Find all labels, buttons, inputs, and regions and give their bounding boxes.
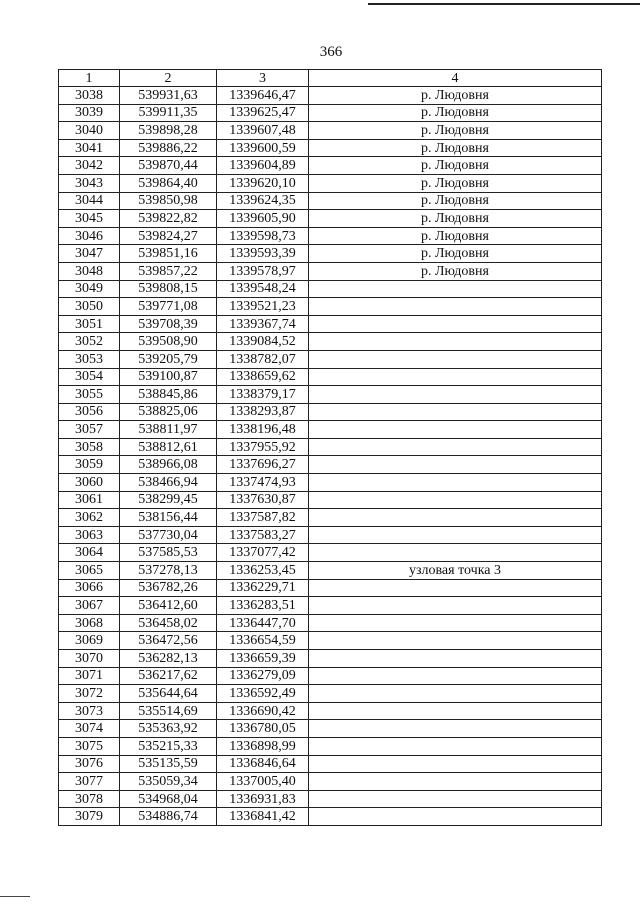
description-cell: [309, 474, 602, 492]
description-cell: [309, 368, 602, 386]
point-number-cell: 3066: [59, 579, 120, 597]
table-row: [59, 87, 602, 105]
point-number-cell: 3040: [59, 122, 120, 140]
point-number-cell: 3058: [59, 438, 120, 456]
x-coordinate-cell: 539824,27: [120, 227, 217, 245]
column-header: 4: [309, 70, 602, 87]
point-number-cell: 3041: [59, 139, 120, 157]
description-cell: [309, 333, 602, 351]
table-row: [59, 333, 602, 351]
table-row: [59, 474, 602, 492]
y-coordinate-cell: 1338293,87: [217, 403, 309, 421]
description-cell: [309, 808, 602, 826]
table-row: [59, 350, 602, 368]
y-coordinate-cell: 1336279,09: [217, 667, 309, 685]
y-coordinate-cell: 1336229,71: [217, 579, 309, 597]
table-row: [59, 122, 602, 140]
table-row: [59, 755, 602, 773]
x-coordinate-cell: 536282,13: [120, 650, 217, 668]
y-coordinate-cell: 1339084,52: [217, 333, 309, 351]
point-number-cell: 3056: [59, 403, 120, 421]
point-number-cell: 3065: [59, 562, 120, 580]
y-coordinate-cell: 1336690,42: [217, 702, 309, 720]
table-row: [59, 667, 602, 685]
description-cell: [309, 614, 602, 632]
description-cell: р. Людовня: [309, 227, 602, 245]
table-row: [59, 702, 602, 720]
description-cell: [309, 491, 602, 509]
x-coordinate-cell: 534886,74: [120, 808, 217, 826]
description-cell: р. Людовня: [309, 245, 602, 263]
y-coordinate-cell: 1337474,93: [217, 474, 309, 492]
description-cell: [309, 438, 602, 456]
table-row: [59, 298, 602, 316]
description-cell: [309, 773, 602, 791]
table-row: [59, 650, 602, 668]
description-cell: [309, 790, 602, 808]
x-coordinate-cell: 535135,59: [120, 755, 217, 773]
column-header: 3: [217, 70, 309, 87]
table-row: [59, 174, 602, 192]
bottom-rule: [0, 896, 30, 897]
x-coordinate-cell: 537278,13: [120, 562, 217, 580]
description-cell: [309, 456, 602, 474]
x-coordinate-cell: 539822,82: [120, 210, 217, 228]
table-row: [59, 456, 602, 474]
description-cell: узловая точка 3: [309, 562, 602, 580]
table-row: [59, 157, 602, 175]
table-body: [59, 87, 602, 826]
y-coordinate-cell: 1339620,10: [217, 174, 309, 192]
x-coordinate-cell: 534968,04: [120, 790, 217, 808]
point-number-cell: 3054: [59, 368, 120, 386]
table-row: [59, 509, 602, 527]
point-number-cell: 3074: [59, 720, 120, 738]
point-number-cell: 3050: [59, 298, 120, 316]
table-row: [59, 579, 602, 597]
x-coordinate-cell: 536217,62: [120, 667, 217, 685]
y-coordinate-cell: 1339548,24: [217, 280, 309, 298]
y-coordinate-cell: 1337583,27: [217, 526, 309, 544]
x-coordinate-cell: 539870,44: [120, 157, 217, 175]
x-coordinate-cell: 535215,33: [120, 737, 217, 755]
description-cell: р. Людовня: [309, 104, 602, 122]
table-row: [59, 280, 602, 298]
y-coordinate-cell: 1336780,05: [217, 720, 309, 738]
y-coordinate-cell: 1336654,59: [217, 632, 309, 650]
point-number-cell: 3044: [59, 192, 120, 210]
point-number-cell: 3048: [59, 262, 120, 280]
table-row: [59, 139, 602, 157]
x-coordinate-cell: 539864,40: [120, 174, 217, 192]
description-cell: [309, 579, 602, 597]
point-number-cell: 3051: [59, 315, 120, 333]
x-coordinate-cell: 539508,90: [120, 333, 217, 351]
description-cell: [309, 544, 602, 562]
description-cell: [309, 298, 602, 316]
table-row: [59, 491, 602, 509]
point-number-cell: 3055: [59, 386, 120, 404]
description-cell: [309, 702, 602, 720]
top-rule: [368, 3, 640, 5]
x-coordinate-cell: 538811,97: [120, 421, 217, 439]
x-coordinate-cell: 539808,15: [120, 280, 217, 298]
y-coordinate-cell: 1339646,47: [217, 87, 309, 105]
x-coordinate-cell: 536472,56: [120, 632, 217, 650]
x-coordinate-cell: 536782,26: [120, 579, 217, 597]
x-coordinate-cell: 538825,06: [120, 403, 217, 421]
description-cell: р. Людовня: [309, 87, 602, 105]
point-number-cell: 3043: [59, 174, 120, 192]
description-cell: [309, 737, 602, 755]
y-coordinate-cell: 1338659,62: [217, 368, 309, 386]
point-number-cell: 3061: [59, 491, 120, 509]
point-number-cell: 3038: [59, 87, 120, 105]
x-coordinate-cell: 539205,79: [120, 350, 217, 368]
y-coordinate-cell: 1336447,70: [217, 614, 309, 632]
table-header-row: [59, 70, 602, 87]
table-row: [59, 262, 602, 280]
description-cell: [309, 403, 602, 421]
y-coordinate-cell: 1336253,45: [217, 562, 309, 580]
table-row: [59, 227, 602, 245]
y-coordinate-cell: 1337696,27: [217, 456, 309, 474]
y-coordinate-cell: 1337630,87: [217, 491, 309, 509]
table-row: [59, 773, 602, 791]
table-row: [59, 720, 602, 738]
table-row: [59, 526, 602, 544]
description-cell: [309, 509, 602, 527]
x-coordinate-cell: 535644,64: [120, 685, 217, 703]
x-coordinate-cell: 535514,69: [120, 702, 217, 720]
point-number-cell: 3069: [59, 632, 120, 650]
description-cell: [309, 720, 602, 738]
y-coordinate-cell: 1339607,48: [217, 122, 309, 140]
description-cell: [309, 526, 602, 544]
point-number-cell: 3071: [59, 667, 120, 685]
y-coordinate-cell: 1339625,47: [217, 104, 309, 122]
y-coordinate-cell: 1339578,97: [217, 262, 309, 280]
y-coordinate-cell: 1336846,64: [217, 755, 309, 773]
x-coordinate-cell: 539100,87: [120, 368, 217, 386]
description-cell: [309, 386, 602, 404]
table-row: [59, 597, 602, 615]
x-coordinate-cell: 538156,44: [120, 509, 217, 527]
coordinates-table: [58, 69, 602, 826]
y-coordinate-cell: 1337955,92: [217, 438, 309, 456]
point-number-cell: 3047: [59, 245, 120, 263]
point-number-cell: 3046: [59, 227, 120, 245]
x-coordinate-cell: 539851,16: [120, 245, 217, 263]
table-row: [59, 632, 602, 650]
description-cell: р. Людовня: [309, 262, 602, 280]
description-cell: [309, 597, 602, 615]
y-coordinate-cell: 1338196,48: [217, 421, 309, 439]
x-coordinate-cell: 537585,53: [120, 544, 217, 562]
x-coordinate-cell: 538845,86: [120, 386, 217, 404]
description-cell: [309, 632, 602, 650]
table-row: [59, 544, 602, 562]
x-coordinate-cell: 539886,22: [120, 139, 217, 157]
y-coordinate-cell: 1339604,89: [217, 157, 309, 175]
column-header: 1: [59, 70, 120, 87]
table-row: [59, 614, 602, 632]
y-coordinate-cell: 1339605,90: [217, 210, 309, 228]
point-number-cell: 3068: [59, 614, 120, 632]
x-coordinate-cell: 537730,04: [120, 526, 217, 544]
y-coordinate-cell: 1339600,59: [217, 139, 309, 157]
point-number-cell: 3059: [59, 456, 120, 474]
x-coordinate-cell: 539771,08: [120, 298, 217, 316]
table-row: [59, 685, 602, 703]
x-coordinate-cell: 539850,98: [120, 192, 217, 210]
description-cell: р. Людовня: [309, 210, 602, 228]
y-coordinate-cell: 1338379,17: [217, 386, 309, 404]
point-number-cell: 3045: [59, 210, 120, 228]
y-coordinate-cell: 1339521,23: [217, 298, 309, 316]
y-coordinate-cell: 1339593,39: [217, 245, 309, 263]
point-number-cell: 3042: [59, 157, 120, 175]
x-coordinate-cell: 539931,63: [120, 87, 217, 105]
y-coordinate-cell: 1336659,39: [217, 650, 309, 668]
table-row: [59, 192, 602, 210]
y-coordinate-cell: 1338782,07: [217, 350, 309, 368]
y-coordinate-cell: 1336283,51: [217, 597, 309, 615]
description-cell: [309, 650, 602, 668]
description-cell: [309, 315, 602, 333]
table-row: [59, 808, 602, 826]
table-row: [59, 386, 602, 404]
table-row: [59, 403, 602, 421]
point-number-cell: 3078: [59, 790, 120, 808]
point-number-cell: 3053: [59, 350, 120, 368]
y-coordinate-cell: 1339367,74: [217, 315, 309, 333]
description-cell: р. Людовня: [309, 174, 602, 192]
point-number-cell: 3073: [59, 702, 120, 720]
x-coordinate-cell: 535059,34: [120, 773, 217, 791]
x-coordinate-cell: 535363,92: [120, 720, 217, 738]
x-coordinate-cell: 538812,61: [120, 438, 217, 456]
point-number-cell: 3062: [59, 509, 120, 527]
description-cell: р. Людовня: [309, 192, 602, 210]
y-coordinate-cell: 1337005,40: [217, 773, 309, 791]
description-cell: [309, 350, 602, 368]
description-cell: [309, 280, 602, 298]
x-coordinate-cell: 536412,60: [120, 597, 217, 615]
point-number-cell: 3076: [59, 755, 120, 773]
x-coordinate-cell: 539898,28: [120, 122, 217, 140]
y-coordinate-cell: 1337077,42: [217, 544, 309, 562]
point-number-cell: 3079: [59, 808, 120, 826]
point-number-cell: 3067: [59, 597, 120, 615]
point-number-cell: 3057: [59, 421, 120, 439]
point-number-cell: 3063: [59, 526, 120, 544]
page-number: 366: [319, 44, 343, 60]
description-cell: [309, 755, 602, 773]
x-coordinate-cell: 538299,45: [120, 491, 217, 509]
table-row: [59, 210, 602, 228]
table-row: [59, 438, 602, 456]
x-coordinate-cell: 539857,22: [120, 262, 217, 280]
table-row: [59, 315, 602, 333]
y-coordinate-cell: 1336898,99: [217, 737, 309, 755]
table-row: [59, 790, 602, 808]
table-row: [59, 104, 602, 122]
y-coordinate-cell: 1336592,49: [217, 685, 309, 703]
y-coordinate-cell: 1336931,83: [217, 790, 309, 808]
description-cell: [309, 421, 602, 439]
x-coordinate-cell: 536458,02: [120, 614, 217, 632]
table-row: [59, 737, 602, 755]
point-number-cell: 3049: [59, 280, 120, 298]
point-number-cell: 3075: [59, 737, 120, 755]
table-row: [59, 562, 602, 580]
x-coordinate-cell: 538966,08: [120, 456, 217, 474]
description-cell: р. Людовня: [309, 157, 602, 175]
description-cell: р. Людовня: [309, 139, 602, 157]
table-row: [59, 245, 602, 263]
point-number-cell: 3052: [59, 333, 120, 351]
table-row: [59, 421, 602, 439]
description-cell: [309, 685, 602, 703]
point-number-cell: 3070: [59, 650, 120, 668]
point-number-cell: 3072: [59, 685, 120, 703]
point-number-cell: 3077: [59, 773, 120, 791]
point-number-cell: 3064: [59, 544, 120, 562]
y-coordinate-cell: 1339598,73: [217, 227, 309, 245]
x-coordinate-cell: 538466,94: [120, 474, 217, 492]
point-number-cell: 3039: [59, 104, 120, 122]
y-coordinate-cell: 1339624,35: [217, 192, 309, 210]
column-header: 2: [120, 70, 217, 87]
y-coordinate-cell: 1337587,82: [217, 509, 309, 527]
description-cell: р. Людовня: [309, 122, 602, 140]
x-coordinate-cell: 539911,35: [120, 104, 217, 122]
y-coordinate-cell: 1336841,42: [217, 808, 309, 826]
x-coordinate-cell: 539708,39: [120, 315, 217, 333]
description-cell: [309, 667, 602, 685]
table-row: [59, 368, 602, 386]
point-number-cell: 3060: [59, 474, 120, 492]
